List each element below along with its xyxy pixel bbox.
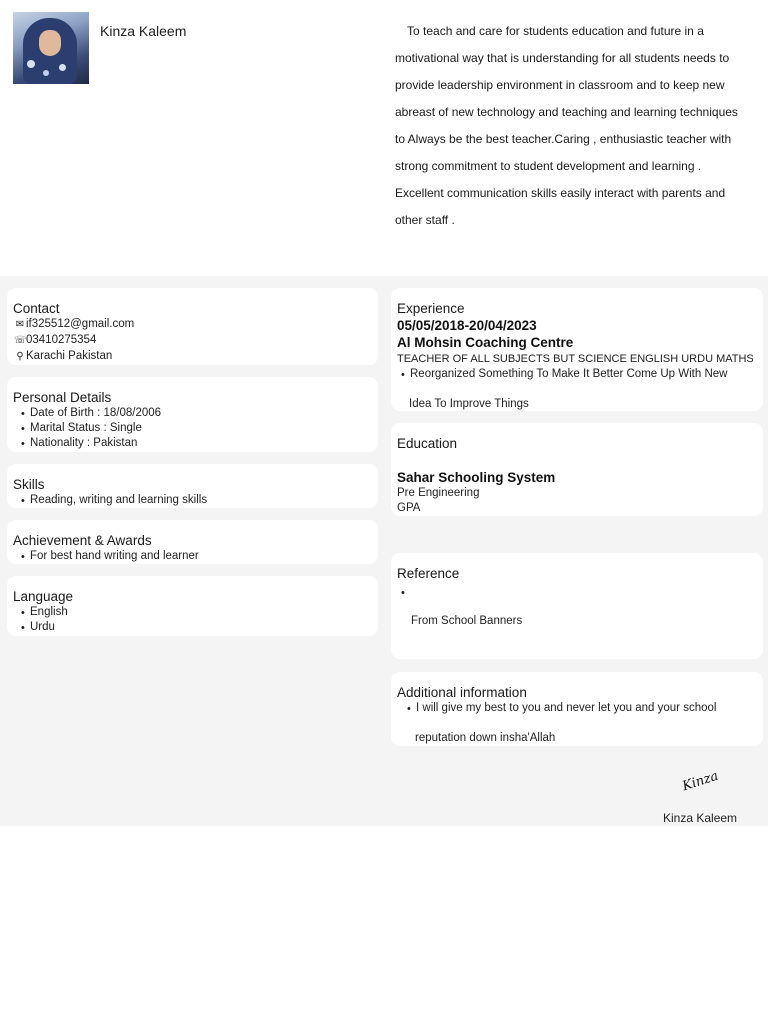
profile-photo	[13, 12, 89, 84]
skills-title: Skills	[13, 477, 45, 492]
additional-info-card	[391, 672, 763, 746]
additional-info-bullet: • I will give my best to you and never let you and your school	[399, 702, 716, 714]
list-item: • Nationality : Pakistan	[13, 437, 137, 449]
education-title: Education	[397, 436, 458, 451]
experience-dates: 05/05/2018-20/04/2023	[397, 318, 537, 333]
list-item: • Date of Birth : 18/08/2006	[13, 407, 161, 419]
list-item: • Reading, writing and learning skills	[13, 494, 207, 506]
personal-details-card	[7, 377, 378, 452]
header-section	[0, 0, 768, 276]
education-school: Sahar Schooling System	[397, 470, 556, 485]
experience-role: TEACHER OF ALL SUBJECTS BUT SCIENCE ENGLISH URDU MATHS	[397, 353, 754, 365]
contact-title: Contact	[13, 301, 60, 316]
candidate-name: Kinza Kaleem	[100, 23, 187, 39]
achievements-card	[7, 520, 378, 564]
contact-email: ✉ if325512@gmail.com	[15, 318, 135, 330]
signature-name: Kinza Kaleem	[663, 811, 738, 825]
education-gpa: GPA	[397, 502, 421, 514]
reference-card	[391, 553, 763, 659]
achievements-title: Achievement & Awards	[13, 533, 152, 548]
language-title: Language	[13, 589, 74, 604]
skills-card	[7, 464, 378, 508]
education-card	[391, 423, 763, 516]
experience-bullet-continued: Idea To Improve Things	[409, 398, 529, 410]
experience-bullet: • Reorganized Something To Make It Better Come Up With New	[393, 368, 727, 380]
list-item: • English	[13, 606, 68, 618]
additional-info-title: Additional information	[397, 685, 527, 700]
objective-text: To teach and care for students education and future in a motivational way that is understanding for all students needs to provide leadership environment in classroom and to keep new abreast of new technology and teaching and learning techniques to Always be the best teacher.Caring , enthusiastic teacher with strong commitment to student development and learning . Excellent communication skills easily interact with parents and other staff .	[395, 24, 738, 227]
additional-info-continued: reputation down insha'Allah	[415, 732, 556, 744]
personal-details-title: Personal Details	[13, 390, 112, 405]
list-item: • For best hand writing and learner	[13, 550, 199, 562]
signature-image: Kinza	[680, 768, 721, 795]
contact-phone: ☏03410275354	[14, 334, 97, 346]
location-pin-icon: ⚲	[16, 351, 24, 362]
experience-company: Al Mohsin Coaching Centre	[397, 335, 574, 350]
language-card	[7, 576, 378, 636]
phone-icon: ☏	[14, 335, 27, 346]
contact-card	[7, 288, 378, 365]
education-field: Pre Engineering	[397, 487, 480, 499]
list-item: • Urdu	[13, 621, 55, 633]
list-item: • Marital Status : Single	[13, 422, 142, 434]
reference-text: From School Banners	[411, 615, 523, 627]
reference-title: Reference	[397, 566, 460, 581]
email-icon: ✉	[15, 319, 25, 330]
experience-title: Experience	[397, 301, 465, 316]
contact-location: ⚲ Karachi Pakistan	[14, 350, 112, 362]
experience-card	[391, 288, 763, 411]
